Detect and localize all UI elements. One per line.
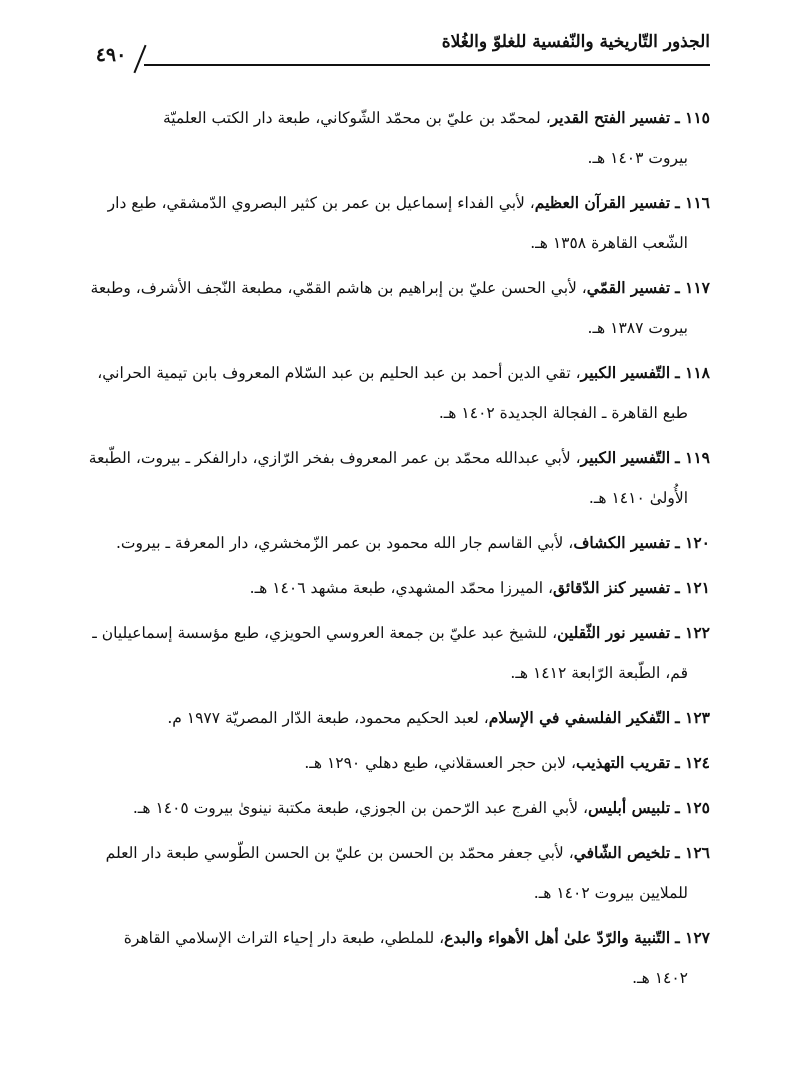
entry-title: التّفكير الفلسفي في الإسلام: [488, 708, 671, 727]
entry-title: التّفسير الكبير: [580, 363, 671, 382]
page-number: ٤٩٠: [95, 44, 127, 66]
entry-title: تفسير كنز الدّقائق: [552, 578, 671, 597]
entry-details: ، الميرزا محمّد المشهدي، طبعة مشهد ١٤٠٦ هـ.: [249, 579, 553, 597]
reference-entry: [82, 918, 710, 998]
entry-number: ١١٨ ـ: [675, 363, 710, 382]
entry-number: ١٢٠ ـ: [675, 533, 710, 552]
entry-number: ١١٦ ـ: [675, 193, 710, 212]
entry-title: تقريب التهذيب: [575, 753, 671, 772]
entry-number: ١١٧ ـ: [675, 278, 710, 297]
entry-title: التّفسير الكبير: [580, 448, 671, 467]
reference-entry: [82, 353, 710, 433]
reference-entry: [82, 698, 710, 738]
entry-number: ١٢١ ـ: [675, 578, 710, 597]
entry-number: ١١٩ ـ: [675, 448, 710, 467]
entry-continuation: بيروت ١٤٠٣ هـ.: [587, 149, 688, 167]
entry-number: ١٢٧ ـ: [675, 928, 710, 947]
entry-continuation: الشّعب القاهرة ١٣٥٨ هـ.: [530, 234, 688, 252]
entry-details: ، لأبي الحسن عليّ بن إبراهيم بن هاشم القمّي، مطبعة النّجف الأشرف، وطبعة: [90, 279, 587, 297]
reference-entry: [82, 98, 710, 178]
entry-details: ، لأبي الفداء إسماعيل بن عمر بن كثير البصروي الدّمشقي، طبع دار: [107, 194, 535, 212]
running-header: [82, 30, 710, 72]
entry-continuation: ١٤٠٢ هـ.: [632, 969, 688, 987]
entry-number: ١٢٤ ـ: [675, 753, 710, 772]
entry-details: ، للشيخ عبد عليّ بن جمعة العروسي الحويزي، طبع مؤسسة إسماعيليان ـ: [92, 624, 558, 642]
header-title: الجذور التّاريخية والنّفسية للغلوّ والغُلاة: [441, 32, 710, 52]
reference-entry: [82, 743, 710, 783]
entry-details: ، لأبي عبدالله محمّد بن عمر المعروف بفخر الرّازي، دارالفكر ـ بيروت، الطّبعة: [88, 449, 581, 467]
entry-continuation: طبع القاهرة ـ الفجالة الجديدة ١٤٠٢ هـ.: [438, 404, 688, 422]
entry-title: تفسير نور الثّقلين: [557, 623, 671, 642]
entry-title: تفسير الفتح القدير: [550, 108, 671, 127]
entry-continuation: للملايين بيروت ١٤٠٢ هـ.: [533, 884, 688, 902]
entry-title: تلخيص الشّافي: [573, 843, 671, 862]
header-rule: [144, 64, 710, 66]
entry-number: ١٢٣ ـ: [675, 708, 710, 727]
entry-details: ، للملطي، طبعة دار إحياء التراث الإسلامي القاهرة: [123, 929, 445, 947]
entry-title: تفسير الكشاف: [573, 533, 671, 552]
entry-continuation: قم، الطّبعة الرّابعة ١٤١٢ هـ.: [510, 664, 688, 682]
entry-details: ، تقي الدين أحمد بن عبد الحليم بن عبد السّلام المعروف بابن تيمية الحراني،: [97, 364, 581, 382]
entry-continuation: الأُولىٰ ١٤١٠ هـ.: [588, 489, 688, 507]
reference-entry: [82, 788, 710, 828]
entry-number: ١١٥ ـ: [675, 108, 710, 127]
reference-entry: [82, 268, 710, 348]
reference-entry: [82, 833, 710, 913]
entry-number: ١٢٢ ـ: [675, 623, 710, 642]
entry-details: ، لأبي الفرج عبد الرّحمن بن الجوزي، طبعة مكتبة نينوىٰ بيروت ١٤٠٥ هـ.: [132, 799, 588, 817]
reference-entry: [82, 523, 710, 563]
entry-number: ١٢٦ ـ: [675, 843, 710, 862]
entry-details: ، لابن حجر العسقلاني، طبع دهلي ١٢٩٠ هـ.: [304, 754, 576, 772]
entry-title: تفسير القمّي: [586, 278, 671, 297]
entry-details: ، لعبد الحكيم محمود، طبعة الدّار المصريّة ١٩٧٧ م.: [167, 709, 489, 727]
entry-details: ، لأبي جعفر محمّد بن الحسن بن عليّ بن الحسن الطّوسي طبعة دار العلم: [105, 844, 574, 862]
entry-title: التّنبية والرّدّ علىٰ أهل الأهواء والبدع: [444, 928, 671, 947]
entry-details: ، لأبي القاسم جار الله محمود بن عمر الزّمخشري، دار المعرفة ـ بيروت.: [115, 534, 574, 552]
reference-entry: [82, 568, 710, 608]
reference-entry: [82, 438, 710, 518]
reference-entry: [82, 613, 710, 693]
entry-number: ١٢٥ ـ: [675, 798, 710, 817]
entry-continuation: بيروت ١٣٨٧ هـ.: [587, 319, 688, 337]
entry-title: تفسير القرآن العظيم: [534, 193, 671, 212]
reference-entry: [82, 183, 710, 263]
entry-title: تلبيس أبليس: [587, 798, 671, 817]
reference-list: [82, 98, 710, 1003]
entry-details: ، لمحمّد بن عليّ بن محمّد الشّوكاني، طبعة دار الكتب العلميّة: [162, 109, 551, 127]
